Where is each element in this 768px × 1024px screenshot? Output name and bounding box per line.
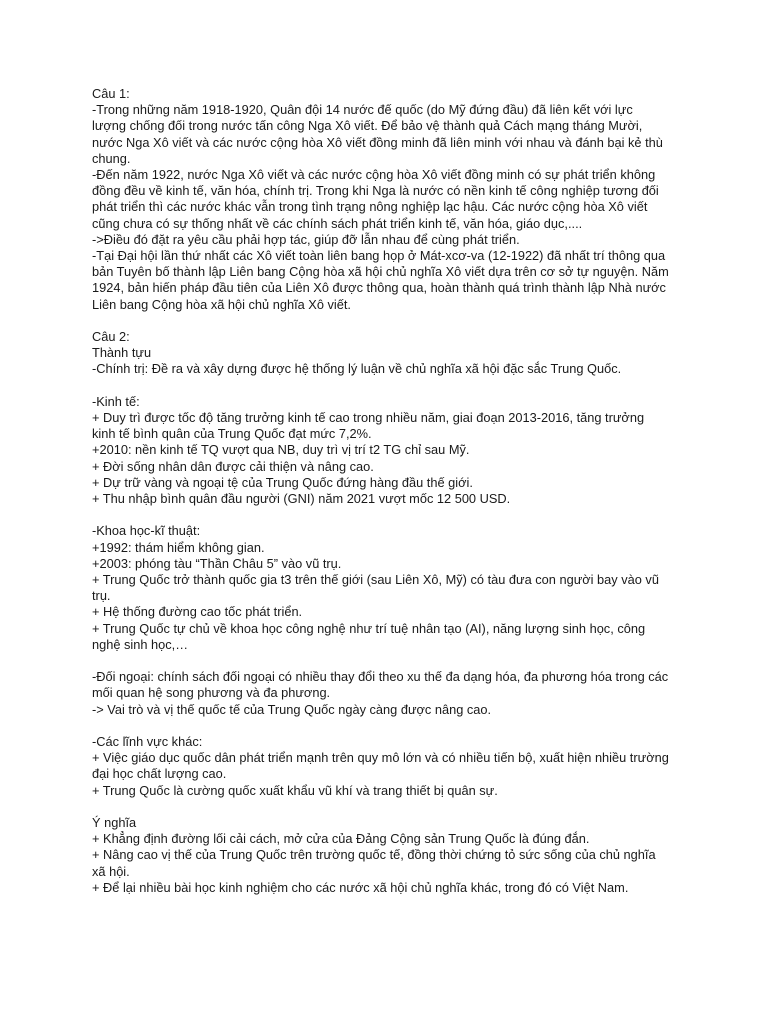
text-line: chung. [92,150,131,166]
text-line: xã hội. [92,863,130,879]
blank-line [92,718,692,734]
text-line: -Chính trị: Đề ra và xây dựng được hệ thống lý luận về chủ nghĩa xã hội đặc sắc Trung Quốc. [92,361,622,377]
text-line: + Thu nhập bình quân đầu người (GNI) năm 2021 vượt mốc 12 500 USD. [92,491,511,507]
text-line: -> Vai trò và vị thế quốc tế của Trung Quốc ngày càng được nâng cao. [92,701,492,717]
text-line: + Hệ thống đường cao tốc phát triển. [92,604,303,620]
blank-line [92,378,692,394]
text-line: đồng đều về kinh tế, văn hóa, chính trị. Trong khi Nga là nước có nền kinh tế công nghiệp tương đối [92,183,659,199]
text-line: + Trung Quốc là cường quốc xuất khẩu vũ khí và trang thiết bị quân sự. [92,782,498,798]
blank-line [92,313,692,329]
text-line: -Khoa học-kĩ thuật: [92,523,201,539]
text-line: Thành tựu [92,345,152,361]
text-line: + Nâng cao vị thế của Trung Quốc trên trường quốc tế, đồng thời chứng tỏ sức sống của chủ nghĩa [92,847,656,863]
text-line: + Việc giáo dục quốc dân phát triển mạnh trên quy mô lớn và có nhiều tiến bộ, xuất hiện nhiều trường [92,750,669,766]
text-line: -Đến năm 1922, nước Nga Xô viết và các nước cộng hòa Xô viết đồng minh có sự phát triển không [92,167,656,183]
text-line: nước Nga Xô viết và các nước cộng hòa Xô viết đồng minh đã liên minh với nhau và đánh bại kẻ thù [92,134,663,150]
text-line: Câu 2: [92,329,130,345]
text-line: + Trung Quốc trở thành quốc gia t3 trên thế giới (sau Liên Xô, Mỹ) có tàu đưa con người bay vào vũ [92,572,659,588]
text-line: mối quan hệ song phương và đa phương. [92,685,331,701]
text-line: trụ. [92,588,111,604]
text-line: -Tại Đại hội lần thứ nhất các Xô viết toàn liên bang họp ở Mát-xcơ-va (12-1922) đã nhất trí thông qua [92,248,666,264]
text-line: + Duy trì được tốc độ tăng trưởng kinh tế cao trong nhiều năm, giai đoạn 2013-2016, tăng trưởng [92,410,645,426]
text-line: cũng chưa có sự thống nhất về các chính sách phát triển kinh tế, văn hóa, giáo dục,.... [92,215,583,231]
blank-line [92,799,692,815]
text-line: + Đời sống nhân dân được cải thiện và nâng cao. [92,458,374,474]
text-line: +2003: phóng tàu “Thần Châu 5” vào vũ trụ. [92,555,342,571]
text-line: -Kinh tế: [92,393,140,409]
text-line: -Các lĩnh vực khác: [92,734,203,750]
blank-line [92,653,692,669]
text-line: + Dự trữ vàng và ngoại tệ của Trung Quốc đứng hàng đầu thế giới. [92,474,473,490]
text-line: bản Tuyên bố thành lập Liên bang Cộng hòa xã hội chủ nghĩa Xô viết dựa trên cơ sở tự nguyện. Năm [92,264,669,280]
document-body [92,86,692,896]
text-line: ->Điều đó đặt ra yêu cầu phải hợp tác, giúp đỡ lẫn nhau để cùng phát triển. [92,231,520,247]
text-line: + Khẳng định đường lối cải cách, mở cửa của Đảng Cộng sản Trung Quốc là đúng đắn. [92,831,590,847]
text-line: +2010: nền kinh tế TQ vượt qua NB, duy trì vị trí t2 TG chỉ sau Mỹ. [92,442,470,458]
text-line: kinh tế bình quân của Trung Quốc đạt mức 7,2%. [92,426,372,442]
text-line: +1992: thám hiểm không gian. [92,539,265,555]
text-line: Câu 1: [92,86,130,101]
text-line: + Trung Quốc tự chủ về khoa học công nghệ như trí tuệ nhân tạo (AI), năng lượng sinh học, công [92,620,646,636]
text-line: + Để lại nhiều bài học kinh nghiệm cho các nước xã hội chủ nghĩa khác, trong đó có Việt Nam. [92,879,629,895]
text-line: Liên bang Cộng hòa xã hội chủ nghĩa Xô viết. [92,296,351,312]
text-line: Ý nghĩa [92,815,137,831]
text-line: -Trong những năm 1918-1920, Quân đội 14 nước đế quốc (do Mỹ đứng đầu) đã liên kết với lực [92,102,633,118]
text-line: nghệ sinh học,… [92,636,189,652]
text-line: -Đối ngoại: chính sách đối ngoại có nhiều thay đổi theo xu thế đa dạng hóa, đa phương hóa trong các [92,669,669,685]
blank-line [92,507,692,523]
text-line: lượng chống đối trong nước tấn công Nga Xô viết. Để bảo vệ thành quả Cách mạng tháng Mười, [92,118,643,134]
text-line: 1924, bản hiến pháp đầu tiên của Liên Xô được thông qua, hoàn thành quá trình thành lập Nhà nước [92,280,666,296]
text-line: đại học chất lượng cao. [92,766,227,782]
text-line: phát triển thì các nước khác vẫn trong tình trạng nông nghiệp lạc hậu. Các nước cộng hòa Xô viết [92,199,648,215]
